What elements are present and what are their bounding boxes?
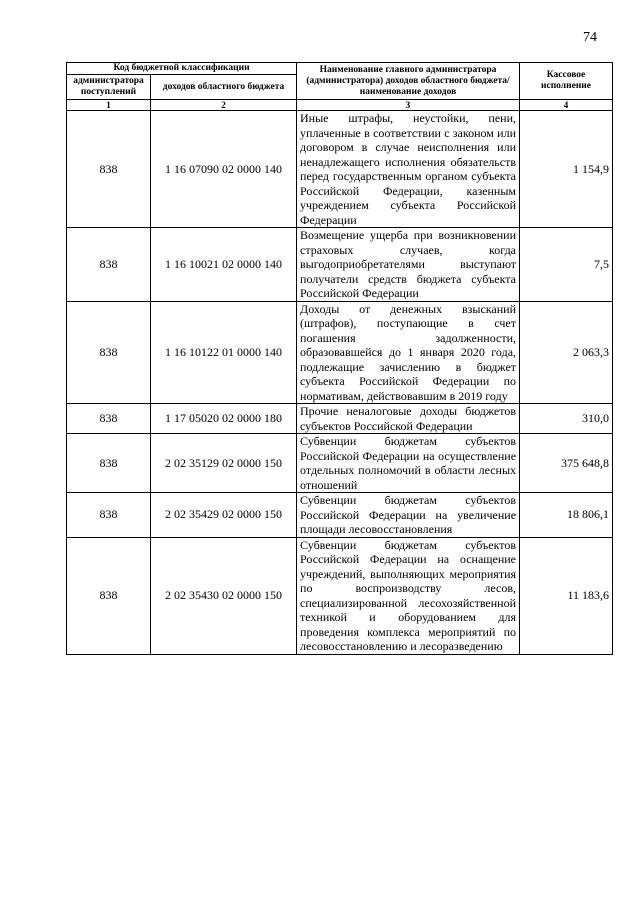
cash-amount: 310,0	[520, 404, 613, 434]
admin-code: 838	[67, 111, 151, 228]
table-row	[67, 228, 613, 302]
table-row	[67, 301, 613, 404]
income-name: Субвенции бюджетам субъектов Российской Федерации на увеличение площади лесовосстановления	[297, 493, 520, 538]
admin-code: 838	[67, 301, 151, 404]
page-number: 74	[583, 30, 597, 45]
column-number: 2	[151, 100, 297, 111]
income-code: 1 16 10021 02 0000 140	[151, 228, 297, 302]
admin-code: 838	[67, 434, 151, 493]
income-name: Прочие неналоговые доходы бюджетов субъектов Российской Федерации	[297, 404, 520, 434]
cash-amount: 375 648,8	[520, 434, 613, 493]
column-number: 4	[520, 100, 613, 111]
income-name: Иные штрафы, неустойки, пени, уплаченные в соответствии с законом или договором в случае неисполнения или ненадлежащего исполнения обязательств перед государственным органом субъекта Российской Федерации, казенным учреждением субъекта Российской Федерации	[297, 111, 520, 228]
income-code: 1 17 05020 02 0000 180	[151, 404, 297, 434]
income-code: 2 02 35429 02 0000 150	[151, 493, 297, 538]
cash-amount: 7,5	[520, 228, 613, 302]
admin-code: 838	[67, 228, 151, 302]
column-number: 3	[297, 100, 520, 111]
income-code: 2 02 35430 02 0000 150	[151, 537, 297, 654]
cash-amount: 11 183,6	[520, 537, 613, 654]
income-name: Субвенции бюджетам субъектов Российской Федерации на осуществление отдельных полномочий в области лесных отношений	[297, 434, 520, 493]
table-row	[67, 493, 613, 538]
cash-amount: 18 806,1	[520, 493, 613, 538]
header-admin-of-receipts: администратора поступлений	[67, 75, 151, 100]
table-row	[67, 404, 613, 434]
income-name: Субвенции бюджетам субъектов Российской Федерации на оснащение учреждений, выполняющих мероприятия по воспроизводству лесов, специализированной лесохозяйственной техникой и оборудованием для проведения комплекса мероприятий по лесовосстановлению и лесоразведению	[297, 537, 520, 654]
income-name: Возмещение ущерба при возникновении страховых случаев, когда выгодоприобретателями выступают получатели средств бюджета субъекта Российской Федерации	[297, 228, 520, 302]
income-code: 2 02 35129 02 0000 150	[151, 434, 297, 493]
admin-code: 838	[67, 537, 151, 654]
admin-code: 838	[67, 493, 151, 538]
income-name: Доходы от денежных взысканий (штрафов), поступающие в счет погашения задолженности, образовавшейся до 1 января 2020 года, подлежащие зачислению в бюджет субъекта Российской Федерации по нормативам, действовавшим в 2019 году	[297, 301, 520, 404]
income-code: 1 16 07090 02 0000 140	[151, 111, 297, 228]
table-row	[67, 537, 613, 654]
column-number: 1	[67, 100, 151, 111]
table-row	[67, 111, 613, 228]
header-administrator-name: Наименование главного администратора (администратора) доходов областного бюджета/ наименование доходов	[297, 63, 520, 100]
header-cash-execution: Кассовое исполнение	[520, 63, 613, 100]
header-regional-income: доходов областного бюджета	[151, 75, 297, 100]
admin-code: 838	[67, 404, 151, 434]
cash-amount: 2 063,3	[520, 301, 613, 404]
table-row	[67, 434, 613, 493]
income-code: 1 16 10122 01 0000 140	[151, 301, 297, 404]
cash-amount: 1 154,9	[520, 111, 613, 228]
budget-income-table	[66, 62, 613, 655]
header-budget-code: Код бюджетной классификации	[67, 63, 297, 75]
